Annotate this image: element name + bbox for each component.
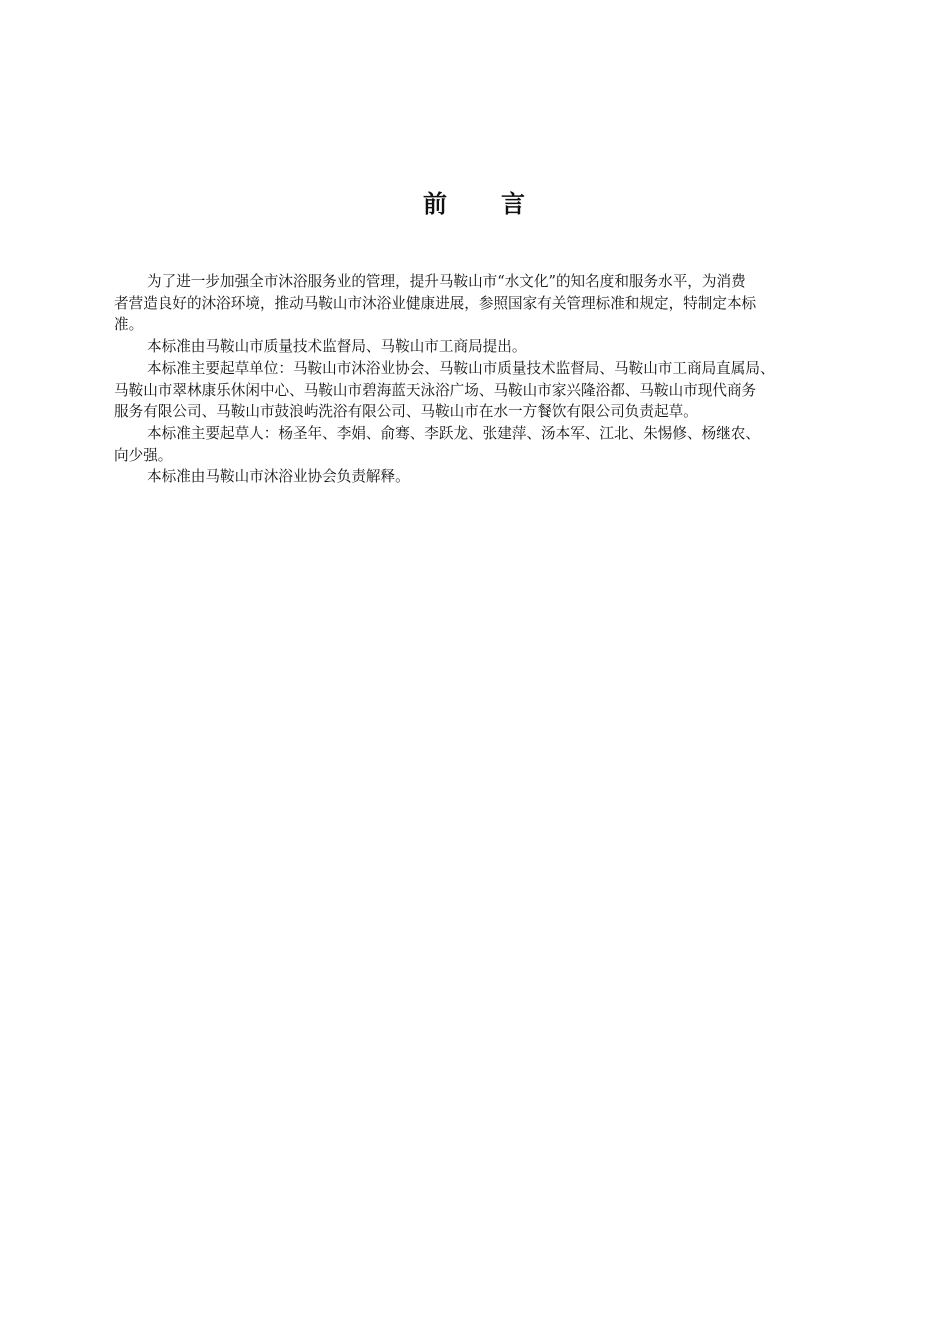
title-char-2: 言 [501, 189, 527, 218]
paragraph-line: 为了进一步加强全市沐浴服务业的管理，提升马鞍山市“水文化”的知名度和服务水平，为消费 [147, 273, 746, 290]
paragraph-line: 本标准由马鞍山市沐浴业协会负责解释。 [147, 468, 410, 486]
paragraph-line: 本标准主要起草人：杨圣年、李娟、俞骞、李跃龙、张建萍、汤本军、江北、朱惕修、杨继农、 [147, 424, 760, 442]
preface-body [114, 271, 860, 488]
paragraph-purpose [114, 271, 860, 336]
paragraph-drafting-units [114, 358, 860, 423]
paragraph-line: 者营造良好的沐浴环境，推动马鞍山市沐浴业健康进展，参照国家有关管理标准和规定，特制定本标 [114, 294, 757, 312]
paragraph-line: 向少强。 [114, 446, 173, 464]
paragraph-line: 本标准由马鞍山市质量技术监督局、马鞍山市工商局提出。 [147, 338, 527, 356]
paragraph-drafters [114, 423, 860, 466]
preface-title [0, 184, 950, 219]
title-char-1: 前 [423, 189, 449, 218]
paragraph-interpretation [114, 466, 860, 488]
paragraph-line: 服务有限公司、马鞍山市鼓浪屿洗浴有限公司、马鞍山市在水一方餐饮有限公司负责起草。 [114, 403, 698, 421]
paragraph-line: 本标准主要起草单位：马鞍山市沐浴业协会、马鞍山市质量技术监督局、马鞍山市工商局直属局、 [147, 359, 775, 377]
paragraph-line: 马鞍山市翠林康乐休闲中心、马鞍山市碧海蓝天泳浴广场、马鞍山市家兴隆浴都、马鞍山市现代商务 [114, 381, 757, 399]
paragraph-line: 准。 [114, 316, 144, 334]
paragraph-proposer [114, 336, 860, 358]
